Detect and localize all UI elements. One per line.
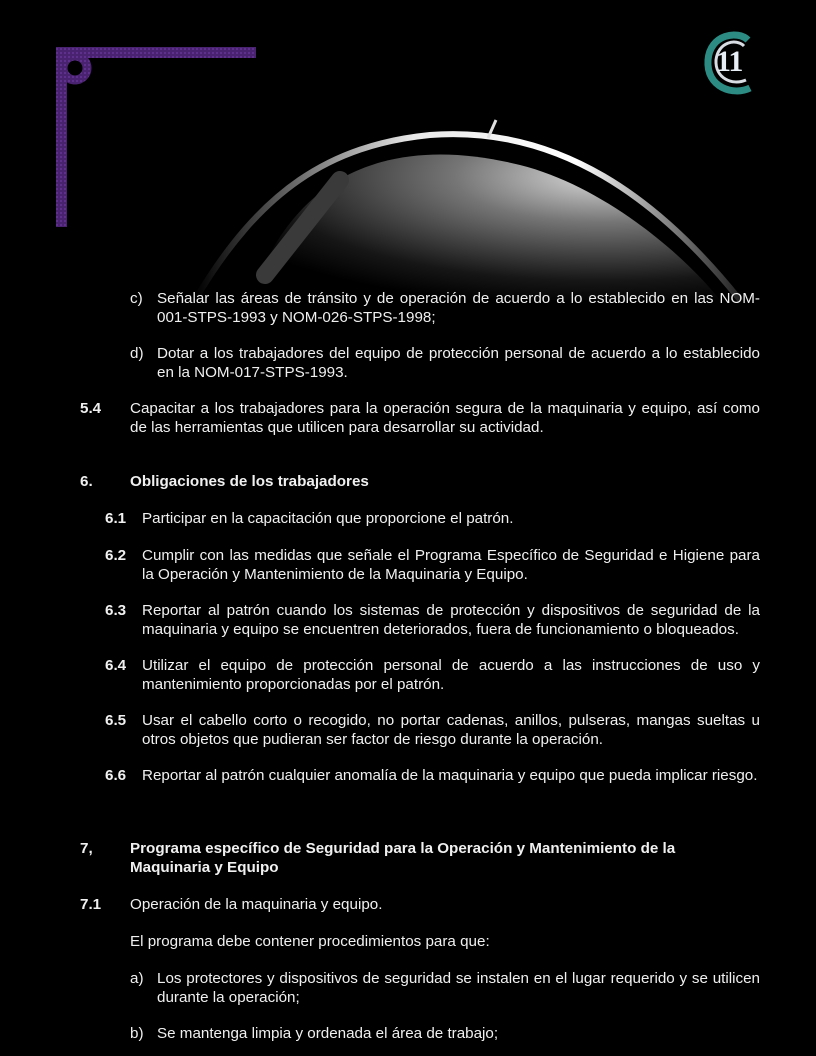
item-text: Dotar a los trabajadores del equipo de protección personal de acuerdo a lo establecido en la NOM-017-STPS-1993. <box>157 345 760 381</box>
item-label: a) <box>130 970 144 987</box>
list-item-d <box>130 344 760 382</box>
section-number: 6.6 <box>105 767 127 784</box>
page-number: 11 <box>716 45 743 78</box>
section-text: Utilizar el equipo de protección personal de acuerdo a las instrucciones de uso y mantenimiento proporcionadas por el patrón. <box>142 657 760 693</box>
section-5-4 <box>80 399 760 437</box>
section-6-5 <box>105 711 760 749</box>
section-6-2 <box>105 546 760 584</box>
section-text: Capacitar a los trabajadores para la operación segura de la maquinaria y equipo, así como de las herramientas que utilicen para desarrollar su actividad. <box>130 400 760 436</box>
section-number: 6.3 <box>105 602 127 619</box>
section-number: 5.4 <box>80 400 102 417</box>
section-text: Usar el cabello corto o recogido, no portar cadenas, anillos, pulseras, mangas sueltas u otros objetos que pudieran ser factor de riesgo durante la operación. <box>142 712 760 748</box>
list-item-b <box>130 1024 760 1043</box>
section-title: Programa específico de Seguridad para la Operación y Mantenimiento de la Maquinaria y Equipo <box>130 840 676 876</box>
section-number: 7, <box>80 840 93 857</box>
section-number: 6.2 <box>105 547 127 564</box>
section-text: Participar en la capacitación que proporcione el patrón. <box>142 510 514 527</box>
section-text: Operación de la maquinaria y equipo. <box>130 896 383 913</box>
section-6-6 <box>105 766 760 785</box>
section-7-1 <box>80 895 760 914</box>
section-title: Obligaciones de los trabajadores <box>130 473 369 490</box>
section-6-3 <box>105 601 760 639</box>
section-number: 7.1 <box>80 896 102 913</box>
section-7-heading <box>80 839 710 877</box>
item-text: Los protectores y dispositivos de seguridad se instalen en el lugar requerido y se utilicen durante la operación; <box>157 970 760 1006</box>
list-item-a <box>130 969 760 1007</box>
section-text: Cumplir con las medidas que señale el Programa Específico de Seguridad e Higiene para la Operación y Mantenimiento de la Maquinaria y Equipo. <box>142 547 760 583</box>
section-6-4 <box>105 656 760 694</box>
dome-graphic <box>195 120 740 300</box>
item-text: Se mantenga limpia y ordenada el área de trabajo; <box>157 1025 499 1042</box>
item-label: d) <box>130 345 144 362</box>
section-text: Reportar al patrón cuando los sistemas de protección y dispositivos de seguridad de la maquinaria y equipo se encuentren deteriorados, fuera de funcionamiento o bloqueados. <box>142 602 760 638</box>
section-7-1-intro: El programa debe contener procedimientos para que: <box>130 933 490 950</box>
item-label: c) <box>130 290 143 307</box>
item-text: Señalar las áreas de tránsito y de operación de acuerdo a lo establecido en las NOM-001-STPS-1993 y NOM-026-STPS-1998; <box>157 290 760 326</box>
list-item-c <box>130 289 760 327</box>
section-number: 6.1 <box>105 510 127 527</box>
section-6-1 <box>105 509 760 528</box>
section-number: 6.5 <box>105 712 127 729</box>
section-number: 6. <box>80 473 93 490</box>
section-6-heading <box>80 472 760 491</box>
item-label: b) <box>130 1025 144 1042</box>
corner-bracket <box>56 47 256 227</box>
section-number: 6.4 <box>105 657 127 674</box>
section-text: Reportar al patrón cualquier anomalía de la maquinaria y equipo que pueda implicar riesgo. <box>142 767 758 784</box>
